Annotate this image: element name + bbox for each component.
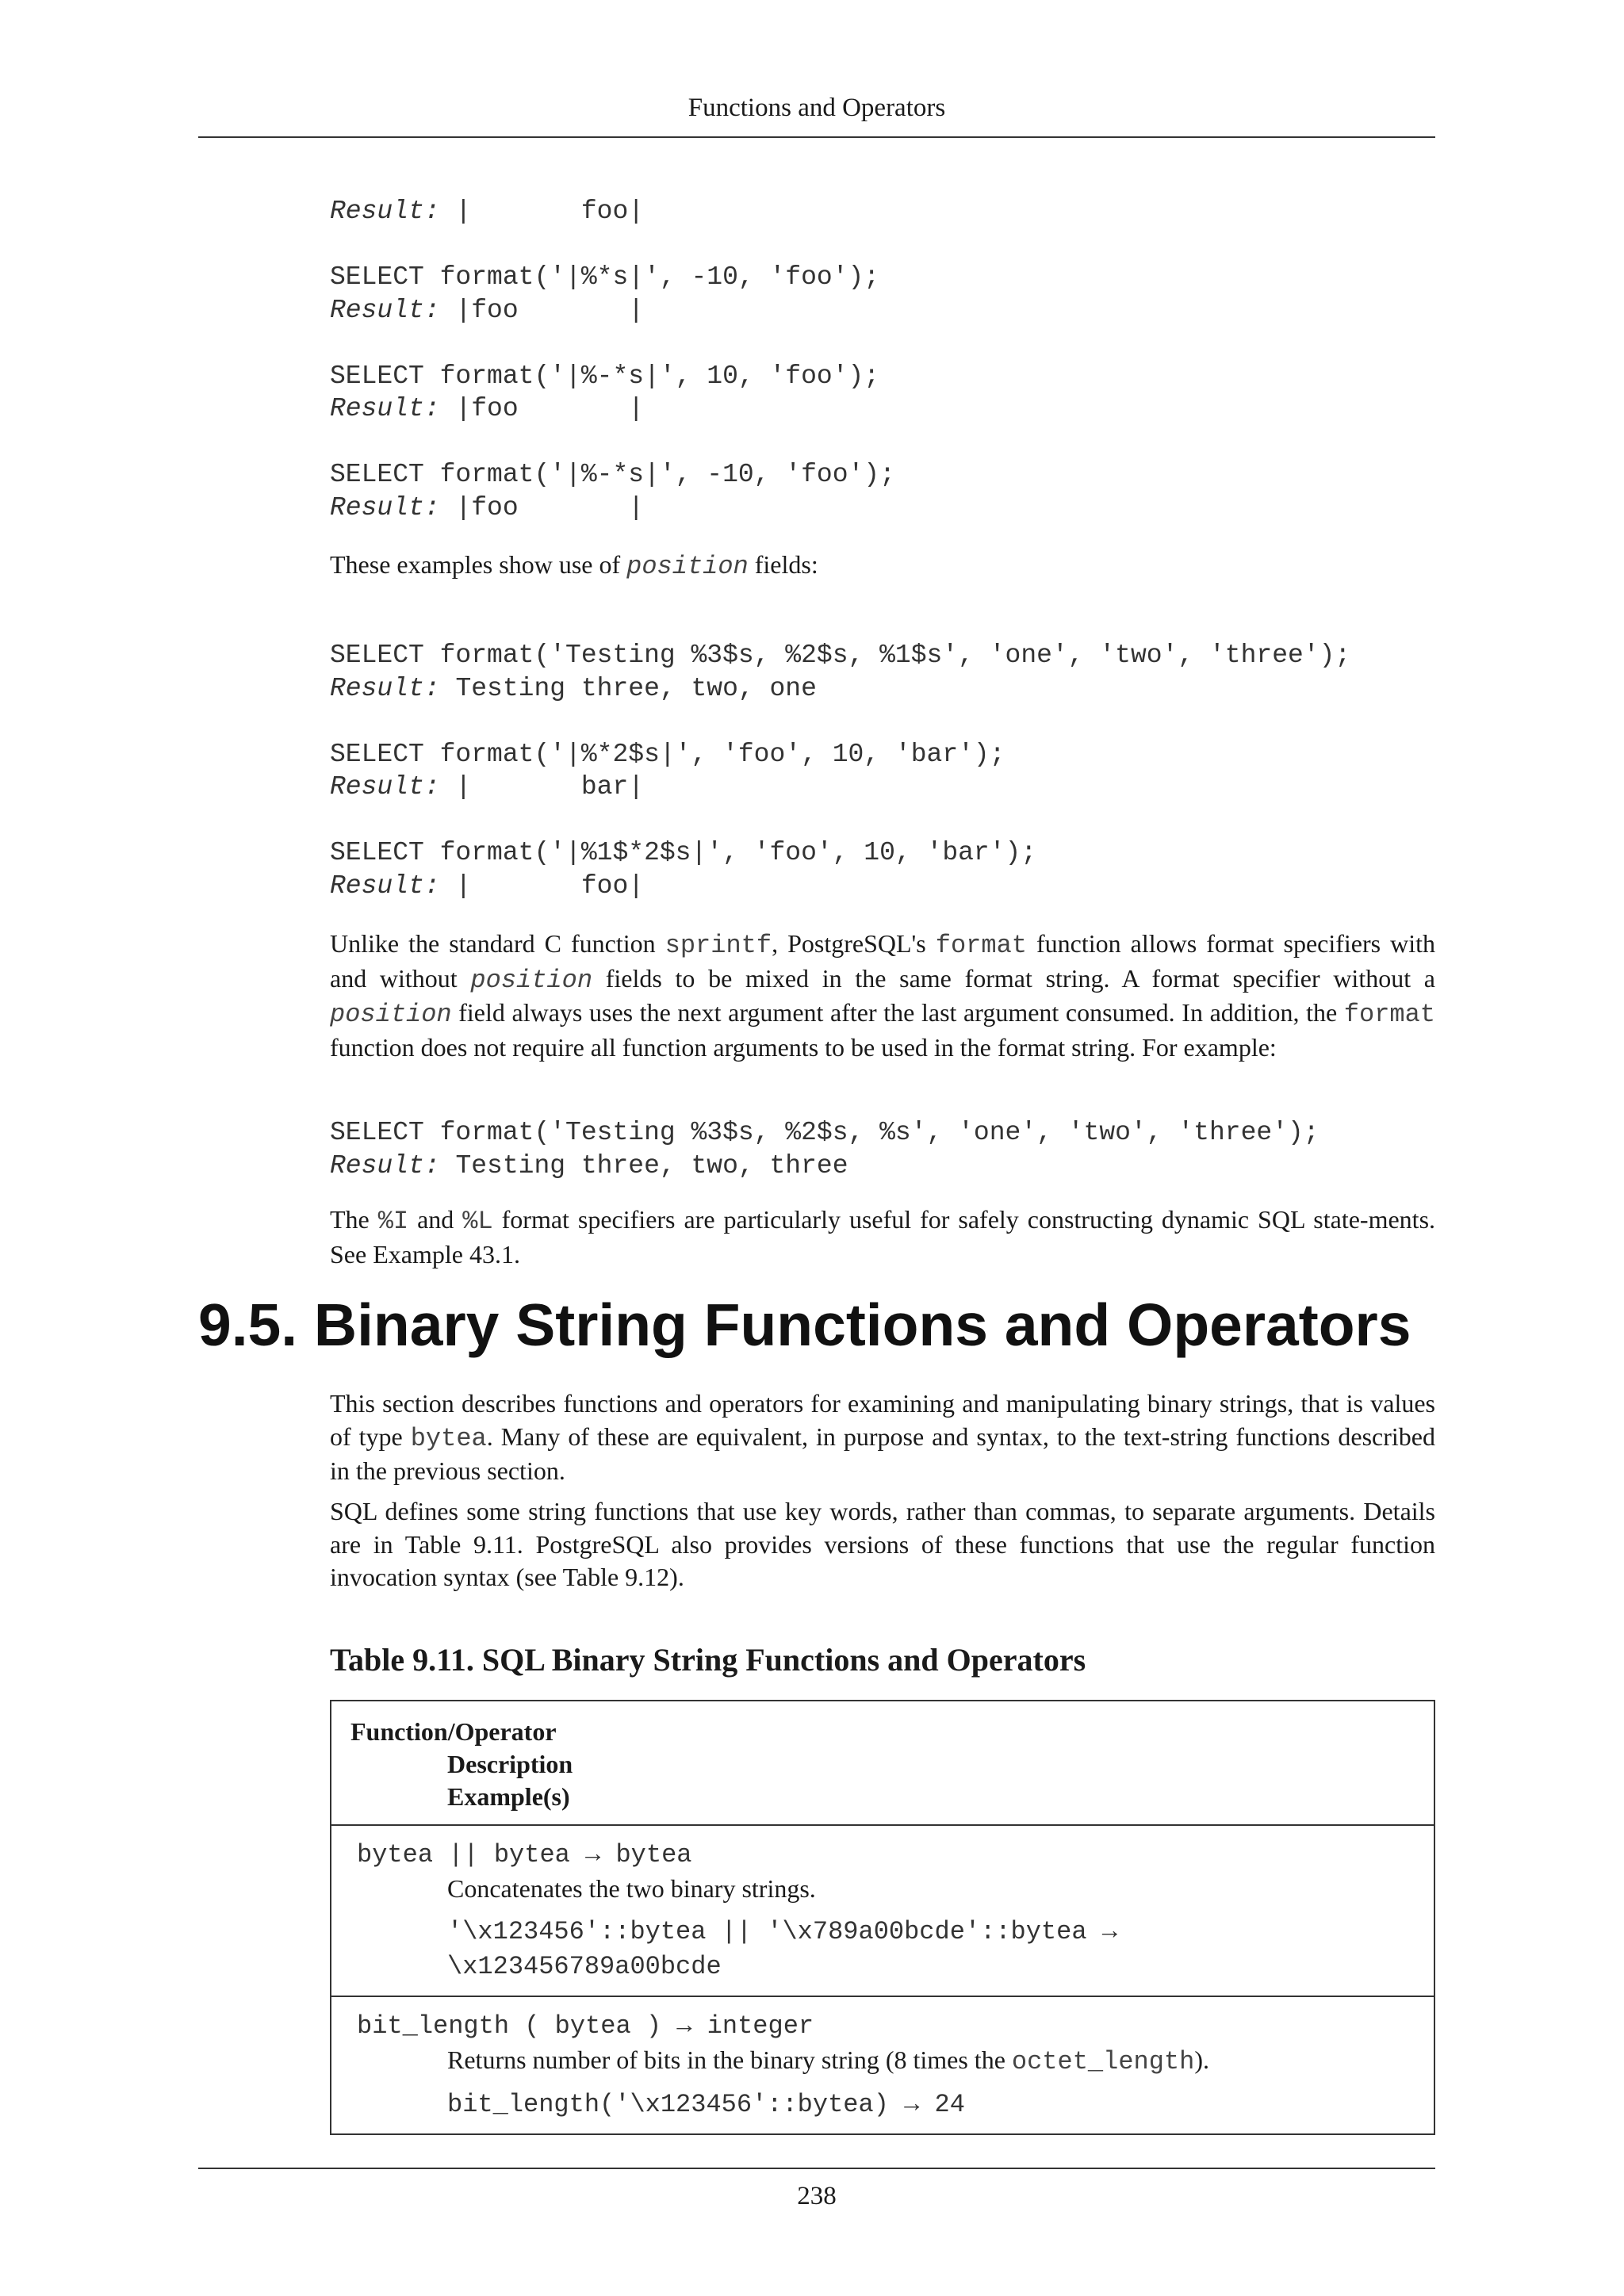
sql-statement: SELECT format('|%*2$s|', 'foo', 10, 'bar');	[330, 739, 1005, 769]
result-value: |foo |	[455, 394, 645, 423]
function-example	[357, 2087, 1434, 2122]
paragraph-format-specifiers: The %I and %L format specifiers are particularly useful for safely constructing dynamic SQL state-ments. See Example 43.1.	[330, 1205, 1436, 1269]
table-title: Table 9.11. SQL Binary String Functions and Operators	[330, 1642, 1086, 1678]
code-bytea: bytea	[410, 1423, 487, 1453]
result-label: Result:	[330, 394, 440, 423]
page-number: 238	[797, 2182, 837, 2210]
function-signature: bytea || bytea → bytea	[357, 1840, 692, 1869]
section-paragraph-1: This section describes functions and operators for examining and manipulating binary strings, that is values of type bytea. Many of these are equivalent, in purpose and syntax, to the text-string functions described in the previous section.	[330, 1389, 1436, 1485]
paragraph-position-intro: These examples show use of position fields:	[330, 550, 818, 581]
function-example	[357, 1915, 1434, 1984]
code-format: format	[1343, 1000, 1435, 1029]
sql-statement: SELECT format('Testing %3$s, %2$s, %s', 'one', 'two', 'three');	[330, 1118, 1320, 1147]
sql-statement: SELECT format('|%*s|', -10, 'foo');	[330, 262, 880, 292]
header-rule	[198, 136, 1435, 138]
example-line: bit_length('\x123456'::bytea) → 24	[447, 2090, 965, 2119]
function-description: Concatenates the two binary strings.	[447, 1874, 816, 1903]
result-value: |foo |	[455, 295, 645, 325]
term-position: position	[330, 1000, 452, 1029]
code-example-1	[330, 195, 1435, 524]
result-label: Result:	[330, 295, 440, 325]
sql-statement: SELECT format('|%1$*2$s|', 'foo', 10, 'bar');	[330, 838, 1037, 867]
example-line: \x123456789a00bcde	[447, 1952, 722, 1981]
term-position: position	[626, 552, 749, 581]
result-label: Result:	[330, 772, 440, 802]
code-block-3	[330, 1116, 1435, 1182]
example-line: '\x123456'::bytea || '\x789a00bcde'::bytea →	[447, 1917, 1117, 1946]
sql-statement: SELECT format('|%-*s|', -10, 'foo');	[330, 460, 895, 489]
code-example-3	[330, 1116, 1435, 1182]
paragraph-unlike-sprintf: Unlike the standard C function sprintf, PostgreSQL's format function allows format specifiers with and without position fields to be mixed in the same format string. A format specifier without a position field always uses the next argument after the last argument consumed. In addition, the format function does not require all function arguments to be used in the format string. For example:	[330, 929, 1436, 1062]
code-block-2	[330, 639, 1435, 902]
table-header-row	[331, 1701, 1434, 1825]
result-value: Testing three, two, one	[455, 673, 817, 703]
result-value: Testing three, two, three	[455, 1150, 848, 1181]
header-function-operator: Function/Operator	[350, 1717, 557, 1746]
header-examples: Example(s)	[447, 1782, 570, 1811]
function-signature: bit_length ( bytea ) → integer	[357, 2011, 814, 2041]
result-label: Result:	[330, 871, 440, 901]
result-value: | foo|	[455, 197, 645, 226]
table-row	[331, 1996, 1434, 2134]
table-title-wrap	[330, 1641, 1435, 1678]
header-description: Description	[447, 1750, 573, 1778]
result-label: Result:	[330, 673, 440, 703]
section-heading: 9.5. Binary String Functions and Operators	[198, 1292, 1411, 1358]
result-value: |foo |	[455, 492, 645, 522]
section-paragraph-2: SQL defines some string functions that use key words, rather than commas, to separate arguments. Details are in Table 9.11. PostgreSQL also provides versions of these functions that use the regular function invocation syntax (see Table 9.12).	[330, 1497, 1435, 1591]
footer-rule	[198, 2168, 1435, 2169]
function-table	[330, 1700, 1435, 2135]
result-label: Result:	[330, 492, 440, 522]
function-description: Returns number of bits in the binary string (8 times the octet_length).	[447, 2045, 1209, 2076]
code-example-2	[330, 639, 1435, 902]
table-row	[331, 1825, 1434, 1996]
sql-statement: SELECT format('|%-*s|', 10, 'foo');	[330, 361, 880, 391]
code-percent-l: %L	[462, 1207, 493, 1236]
code-block-1	[330, 195, 1435, 524]
result-label: Result:	[330, 197, 440, 226]
code-octet-length: octet_length	[1011, 2047, 1195, 2076]
code-format: format	[935, 931, 1027, 960]
code-sprintf: sprintf	[665, 931, 772, 960]
running-header: Functions and Operators	[688, 94, 946, 122]
code-percent-i: %I	[377, 1207, 409, 1236]
sql-statement: SELECT format('Testing %3$s, %2$s, %1$s', 'one', 'two', 'three');	[330, 641, 1351, 670]
result-label: Result:	[330, 1150, 440, 1181]
result-value: | bar|	[455, 772, 645, 802]
result-value: | foo|	[455, 871, 645, 901]
term-position: position	[470, 965, 593, 995]
